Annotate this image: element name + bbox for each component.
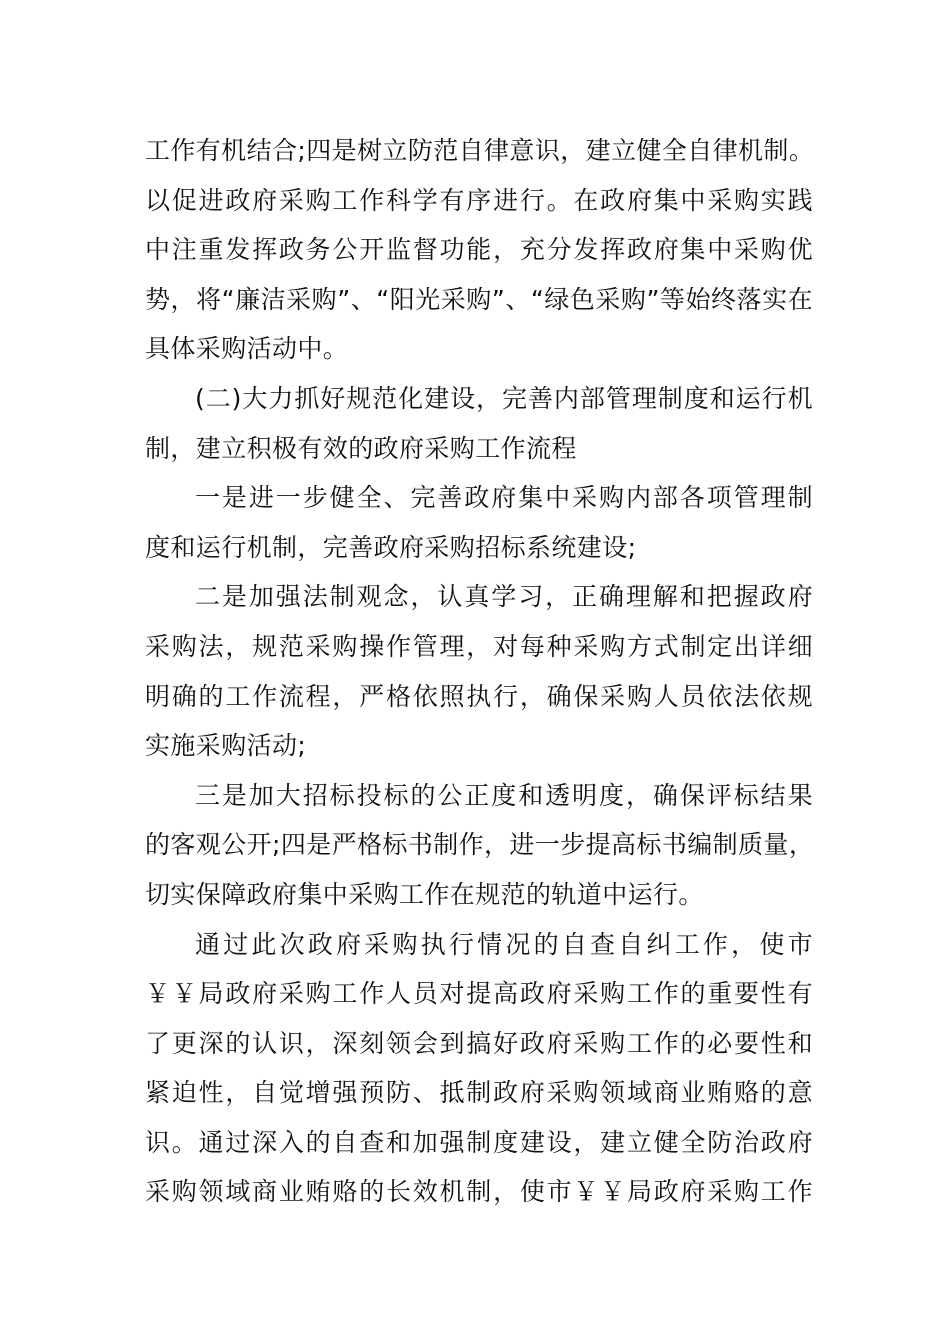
text-line: 三是加大招标投标的公正度和透明度，确保评标结果 (195, 780, 813, 810)
text-line: 通过此次政府采购执行情况的自查自纠工作，使市 (195, 929, 813, 959)
text-line: 采购领域商业贿赂的长效机制，使市￥￥局政府采购工作 (145, 1177, 813, 1207)
text-line: 工作有机结合;四是树立防范自律意识，建立健全自律机制。 (145, 136, 815, 165)
document-body-text (145, 126, 813, 1217)
section-heading-line: (二)大力抓好规范化建设，完善内部管理制度和运行机 (195, 383, 813, 413)
text-line: 二是加强法制观念，认真学习，正确理解和把握政府 (195, 582, 813, 612)
text-line: 势，将“廉洁采购”、“阳光采购”、“绿色采购”等始终落实在 (145, 284, 813, 314)
text-line: 紧迫性，自觉增强预防、抵制政府采购领域商业贿赂的意 (145, 1078, 813, 1108)
text-line: 识。通过深入的自查和加强制度建设，建立健全防治政府 (145, 1127, 813, 1157)
text-line: 以促进政府采购工作科学有序进行。在政府集中采购实践 (145, 185, 813, 215)
text-line: 切实保障政府集中采购工作在规范的轨道中运行。 (145, 879, 704, 909)
section-heading-line: 制，建立积极有效的政府采购工作流程 (145, 433, 577, 463)
text-line: 实施采购活动; (145, 731, 307, 761)
text-line: ￥￥局政府采购工作人员对提高政府采购工作的重要性有 (145, 979, 813, 1009)
text-line: 一是进一步健全、完善政府集中采购内部各项管理制 (195, 483, 813, 513)
text-line: 采购法，规范采购操作管理，对每种采购方式制定出详细 (145, 631, 813, 661)
text-line: 明确的工作流程，严格依照执行，确保采购人员依法依规 (145, 681, 813, 711)
text-line: 的客观公开;四是严格标书制作，进一步提高标书编制质量， (145, 830, 815, 860)
text-line: 度和运行机制，完善政府采购招标系统建设; (145, 532, 637, 562)
text-line: 具体采购活动中。 (145, 334, 349, 364)
text-line: 中注重发挥政务公开监督功能，充分发挥政府集中采购优 (145, 235, 813, 265)
text-line: 了更深的认识，深刻领会到搞好政府采购工作的必要性和 (145, 1028, 813, 1058)
